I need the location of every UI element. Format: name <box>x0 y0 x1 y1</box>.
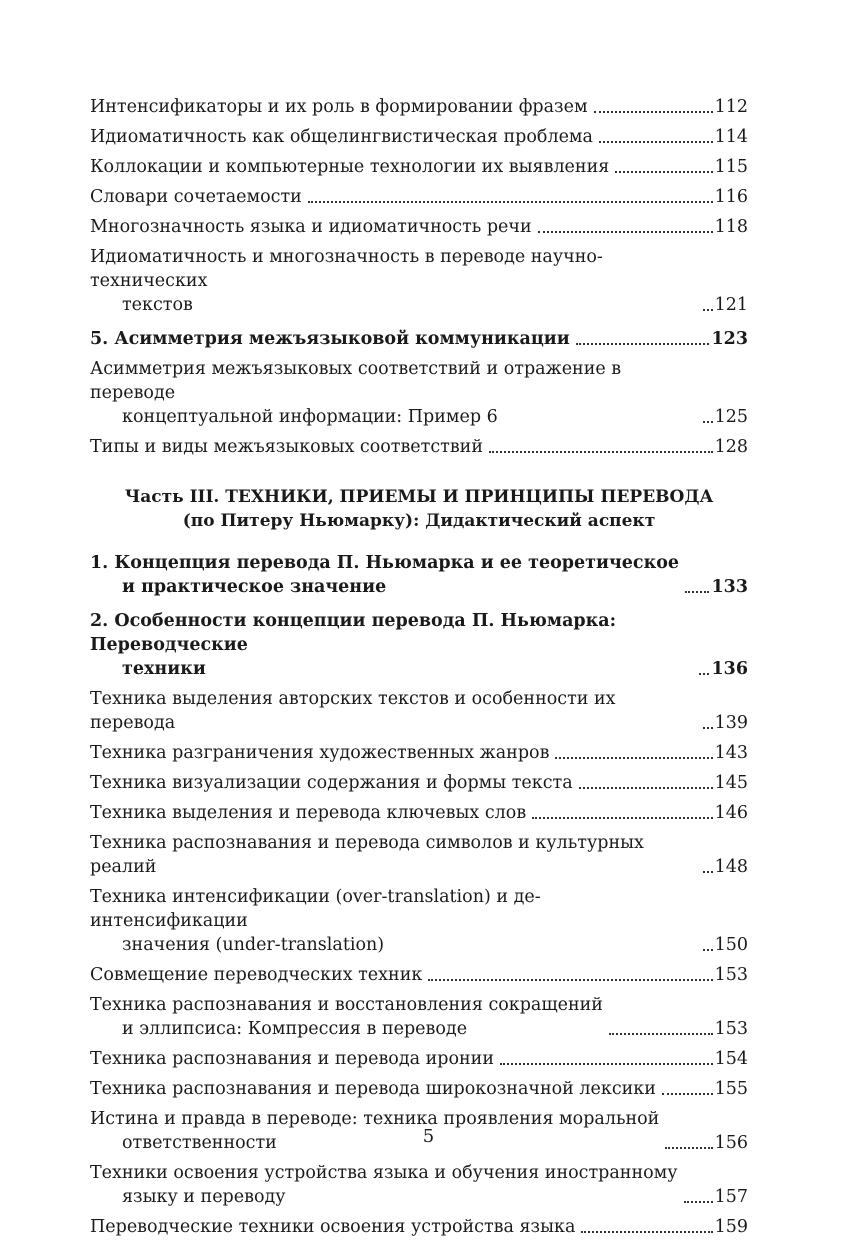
toc-entry-title <box>90 801 526 825</box>
toc-entry-page: 145 <box>714 773 748 793</box>
toc-entry-title-line: Техника распознавания и перевода широкозначной лексики <box>90 1079 656 1099</box>
toc-entry <box>90 357 748 429</box>
toc-entry-page: 136 <box>711 659 748 679</box>
toc-entry-title <box>90 215 532 239</box>
part-heading-line-1: Часть III. ТЕХНИКИ, ПРИЕМЫ И ПРИНЦИПЫ ПЕРЕВОДА <box>124 487 714 507</box>
toc-entry-title-line: Техника визуализации содержания и формы текста <box>90 773 573 793</box>
toc-entry-page: 154 <box>714 1049 748 1069</box>
toc-entry-title <box>90 357 697 429</box>
dot-leader <box>576 343 710 345</box>
toc-entry-title-line: 5. Асимметрия межъязыковой коммуникации <box>90 329 570 349</box>
toc-entry <box>90 741 748 765</box>
toc-entry-title <box>90 327 570 351</box>
toc-entry-title <box>90 1161 678 1209</box>
toc-entry-title <box>90 551 679 599</box>
toc-entry-title-line: Идиоматичность как общелингвистическая проблема <box>90 127 593 147</box>
toc-entry <box>90 215 748 239</box>
toc-entry <box>90 963 748 987</box>
toc-entry-title-line: Техника интенсификации (over-translation) и де-интенсификации <box>90 887 541 931</box>
toc-entry-page: 133 <box>711 577 748 597</box>
dot-leader <box>579 787 713 789</box>
toc-entry-page: 157 <box>714 1187 748 1207</box>
dot-leader <box>685 591 709 593</box>
part-heading <box>90 485 748 533</box>
toc-entry-title <box>90 993 603 1041</box>
toc-entry-title <box>90 687 697 735</box>
toc-entry-title-line: Словари сочетаемости <box>90 187 302 207</box>
toc-entry-title-line: Типы и виды межъязыковых соответствий <box>90 437 484 457</box>
toc-entry <box>90 1047 748 1071</box>
toc-entry-page: 139 <box>714 713 748 733</box>
toc-entry-title <box>90 185 302 209</box>
toc-entry-title-line: Переводческие техники освоения устройства языка <box>90 1217 576 1237</box>
toc-entry-title <box>90 245 697 317</box>
toc-entry-title <box>90 125 593 149</box>
toc-entry-title <box>90 771 573 795</box>
toc-entry-title-line: 1. Концепция перевода П. Ньюмарка и ее теоретическое <box>90 553 680 573</box>
toc-entry-title <box>90 1215 575 1239</box>
toc-entry-title-line: текстов <box>122 295 193 315</box>
dot-leader <box>703 309 713 311</box>
dot-leader <box>594 111 713 113</box>
toc-entry <box>90 327 748 351</box>
toc-entry-title-line: Техника выделения авторских текстов и особенности их перевода <box>90 689 616 733</box>
dot-leader <box>665 1147 712 1149</box>
toc-entry <box>90 885 748 957</box>
toc-entry-page: 159 <box>714 1217 748 1237</box>
toc-entry-title-line: техники <box>122 659 206 679</box>
toc-entry-title-line: Совмещение переводческих техник <box>90 965 423 985</box>
toc-entry-title-line: языку и переводу <box>122 1187 286 1207</box>
toc-entry-title-line: Идиоматичность и многозначность в переводе научно-технических <box>90 247 603 291</box>
toc-entry <box>90 1215 748 1239</box>
dot-leader <box>703 949 713 951</box>
toc-entry-title-line: и практическое значение <box>122 577 387 597</box>
toc-entry-page: 114 <box>714 127 748 147</box>
dot-leader <box>555 757 712 759</box>
toc-entry-page: 150 <box>714 935 748 955</box>
toc-entry-title-line: Асимметрия межъязыковых соответствий и отражение в переводе <box>90 359 622 403</box>
toc-entry <box>90 1077 748 1101</box>
dot-leader <box>703 871 713 873</box>
toc-entry <box>90 125 748 149</box>
toc-section-top <box>90 95 748 459</box>
dot-leader <box>609 1033 713 1035</box>
toc-entry-page: 143 <box>714 743 748 763</box>
toc-entry-page: 155 <box>714 1079 748 1099</box>
page-number: 5 <box>422 1126 435 1147</box>
toc-entry-title <box>90 963 422 987</box>
table-of-contents <box>90 95 748 1245</box>
toc-entry-title-line: Техники освоения устройства языка и обучения иностранному <box>90 1163 678 1183</box>
toc-entry-title <box>90 741 549 765</box>
dot-leader <box>615 171 712 173</box>
toc-entry-page: 123 <box>711 329 748 349</box>
toc-entry-page: 112 <box>714 97 748 117</box>
toc-entry-page: 118 <box>714 217 748 237</box>
toc-entry <box>90 831 748 879</box>
toc-entry <box>90 185 748 209</box>
toc-entry <box>90 245 748 317</box>
toc-entry <box>90 551 748 599</box>
toc-entry <box>90 801 748 825</box>
toc-entry-title <box>90 609 693 681</box>
toc-entry-page: 146 <box>714 803 748 823</box>
toc-entry-title <box>90 1047 494 1071</box>
dot-leader <box>703 727 713 729</box>
dot-leader <box>581 1231 712 1233</box>
part-heading-line-2: (по Питеру Ньюмарку): Дидактический аспект <box>182 511 656 531</box>
toc-entry <box>90 155 748 179</box>
toc-entry-page: 153 <box>714 965 748 985</box>
toc-entry-title-line: и эллипсиса: Компрессия в переводе <box>122 1019 468 1039</box>
dot-leader <box>699 673 709 675</box>
dot-leader <box>703 421 713 423</box>
toc-entry-page: 128 <box>714 437 748 457</box>
toc-entry-title <box>90 831 697 879</box>
toc-entry-page: 116 <box>714 187 748 207</box>
toc-entry-title <box>90 1077 656 1101</box>
toc-entry <box>90 609 748 681</box>
toc-entry <box>90 95 748 119</box>
toc-entry <box>90 687 748 735</box>
toc-entry-title-line: Техника распознавания и восстановления сокращений <box>90 995 603 1015</box>
dot-leader <box>538 231 713 233</box>
toc-entry <box>90 771 748 795</box>
toc-entry-title-line: Истина и правда в переводе: техника проявления моральной <box>90 1109 660 1129</box>
toc-entry <box>90 1161 748 1209</box>
toc-entry-title-line: Многозначность языка и идиоматичность речи <box>90 217 532 237</box>
toc-entry-title-line: ответственности <box>122 1133 277 1153</box>
toc-entry-title-line: Техника распознавания и перевода иронии <box>90 1049 495 1069</box>
toc-entry-title <box>90 885 697 957</box>
dot-leader <box>662 1093 713 1095</box>
toc-entry-title-line: значения (under-translation) <box>122 935 385 955</box>
toc-entry-page: 156 <box>714 1133 748 1153</box>
toc-entry-page: 115 <box>714 157 748 177</box>
dot-leader <box>684 1201 713 1203</box>
toc-entry-page: 148 <box>714 857 748 877</box>
dot-leader <box>500 1063 713 1065</box>
toc-entry-title-line: Техника распознавания и перевода символов и культурных реалий <box>90 833 644 877</box>
dot-leader <box>489 451 713 453</box>
toc-entry-title-line: 2. Особенности концепции перевода П. Ньюмарка: Переводческие <box>90 611 617 655</box>
toc-entry <box>90 993 748 1041</box>
toc-entry-title-line: Интенсификаторы и их роль в формировании фразем <box>90 97 588 117</box>
toc-entry-title <box>90 95 588 119</box>
dot-leader <box>428 979 712 981</box>
dot-leader <box>532 817 712 819</box>
toc-entry-page: 125 <box>714 407 748 427</box>
dot-leader <box>308 201 713 203</box>
dot-leader <box>599 141 713 143</box>
toc-entry-title-line: Техника выделения и перевода ключевых слов <box>90 803 527 823</box>
toc-entry-title-line: Коллокации и компьютерные технологии их выявления <box>90 157 610 177</box>
toc-entry-title <box>90 435 483 459</box>
toc-entry-title-line: концептуальной информации: Пример 6 <box>122 407 498 427</box>
toc-entry-page: 153 <box>714 1019 748 1039</box>
toc-entry-title-line: Техника разграничения художественных жанров <box>90 743 550 763</box>
toc-entry <box>90 435 748 459</box>
toc-entry-title <box>90 155 609 179</box>
toc-entry-page: 121 <box>714 295 748 315</box>
